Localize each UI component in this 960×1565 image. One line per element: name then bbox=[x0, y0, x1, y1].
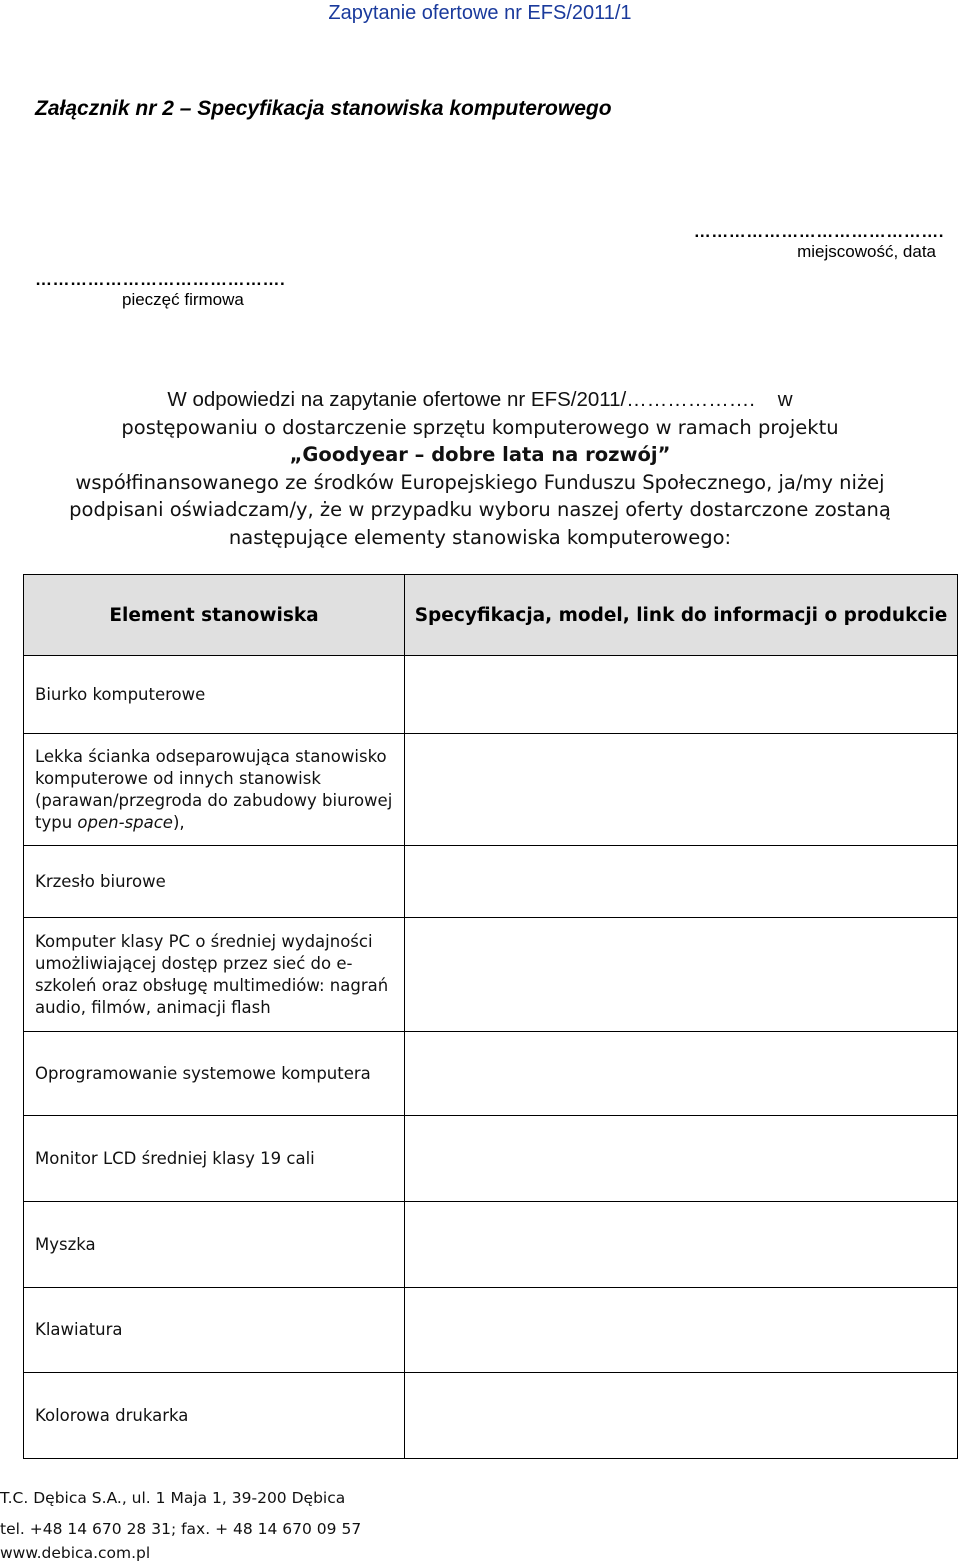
table-row bbox=[24, 1373, 958, 1459]
document-reference: Zapytanie ofertowe nr EFS/2011/1 bbox=[328, 2, 632, 24]
row-value-desk[interactable] bbox=[405, 656, 958, 734]
row-value-printer[interactable] bbox=[405, 1373, 958, 1459]
specification-table bbox=[23, 574, 958, 1459]
intro-line-2: postępowaniu o dostarczenie sprzętu komputerowego w ramach projektu bbox=[121, 415, 839, 439]
partition-label-end: ), bbox=[172, 812, 185, 832]
row-value-computer[interactable] bbox=[405, 918, 958, 1032]
row-label-chair: Krzesło biurowe bbox=[24, 846, 405, 918]
row-label-monitor: Monitor LCD średniej klasy 19 cali bbox=[24, 1116, 405, 1202]
table-row bbox=[24, 918, 958, 1032]
intro-line-1-prefix: W odpowiedzi na zapytanie ofertowe nr EFS/2011/ bbox=[167, 388, 627, 411]
row-value-chair[interactable] bbox=[405, 846, 958, 918]
row-label-computer: Komputer klasy PC o średniej wydajności umożliwiającej dostęp przez sieć do e-szkoleń oraz obsługę multimediów: nagrań audio, filmów, animacji flash bbox=[24, 918, 405, 1032]
partition-label-text: Lekka ścianka odseparowująca stanowisko komputerowe od innych stanowisk (parawan/przegroda do zabudowy biurowej typu bbox=[35, 746, 393, 832]
table-row bbox=[24, 1116, 958, 1202]
row-label-os: Oprogramowanie systemowe komputera bbox=[24, 1032, 405, 1116]
table-row bbox=[24, 656, 958, 734]
footer-phone: tel. +48 14 670 28 31; fax. + 48 14 670 09 57 bbox=[0, 1520, 362, 1538]
row-value-os[interactable] bbox=[405, 1032, 958, 1116]
table-row bbox=[24, 846, 958, 918]
row-label-printer: Kolorowa drukarka bbox=[24, 1373, 405, 1459]
intro-line-4: współfinansowanego ze środków Europejskiego Funduszu Społecznego, ja/my niżej bbox=[75, 470, 885, 494]
row-value-mouse[interactable] bbox=[405, 1202, 958, 1288]
table-row bbox=[24, 1032, 958, 1116]
row-value-partition[interactable] bbox=[405, 734, 958, 846]
row-label-desk: Biurko komputerowe bbox=[24, 656, 405, 734]
row-value-monitor[interactable] bbox=[405, 1116, 958, 1202]
row-label-keyboard: Klawiatura bbox=[24, 1288, 405, 1373]
table-row bbox=[24, 1288, 958, 1373]
column-header-specification: Specyfikacja, model, link do informacji o produkcie bbox=[405, 575, 958, 656]
table-header-row bbox=[24, 575, 958, 656]
company-stamp-dots: ……………………………………. bbox=[35, 270, 286, 289]
row-value-keyboard[interactable] bbox=[405, 1288, 958, 1373]
column-header-element: Element stanowiska bbox=[24, 575, 405, 656]
company-stamp-label: pieczęć firmowa bbox=[122, 290, 244, 309]
table-row bbox=[24, 1202, 958, 1288]
footer-address: T.C. Dębica S.A., ul. 1 Maja 1, 39-200 Dębica bbox=[0, 1489, 346, 1507]
place-date-dots: ……………………………………. bbox=[693, 222, 944, 241]
intro-line-1-suffix: w bbox=[777, 388, 793, 411]
intro-statement bbox=[30, 386, 930, 551]
row-label-mouse: Myszka bbox=[24, 1202, 405, 1288]
project-name: „Goodyear – dobre lata na rozwój” bbox=[289, 443, 671, 466]
intro-line-1 bbox=[30, 386, 930, 414]
partition-label-italic: open-space bbox=[77, 812, 173, 832]
place-date-label: miejscowość, data bbox=[797, 242, 936, 261]
offer-number-dots: ………………. bbox=[626, 388, 755, 411]
intro-line-5: podpisani oświadczam/y, że w przypadku wyboru naszej oferty dostarczone zostaną bbox=[69, 498, 891, 521]
document-title: Załącznik nr 2 – Specyfikacja stanowiska komputerowego bbox=[35, 97, 612, 120]
table-row bbox=[24, 734, 958, 846]
row-label-partition bbox=[24, 734, 405, 846]
intro-line-6: następujące elementy stanowiska komputerowego: bbox=[228, 525, 732, 549]
footer-website[interactable]: www.debica.com.pl bbox=[0, 1544, 151, 1562]
